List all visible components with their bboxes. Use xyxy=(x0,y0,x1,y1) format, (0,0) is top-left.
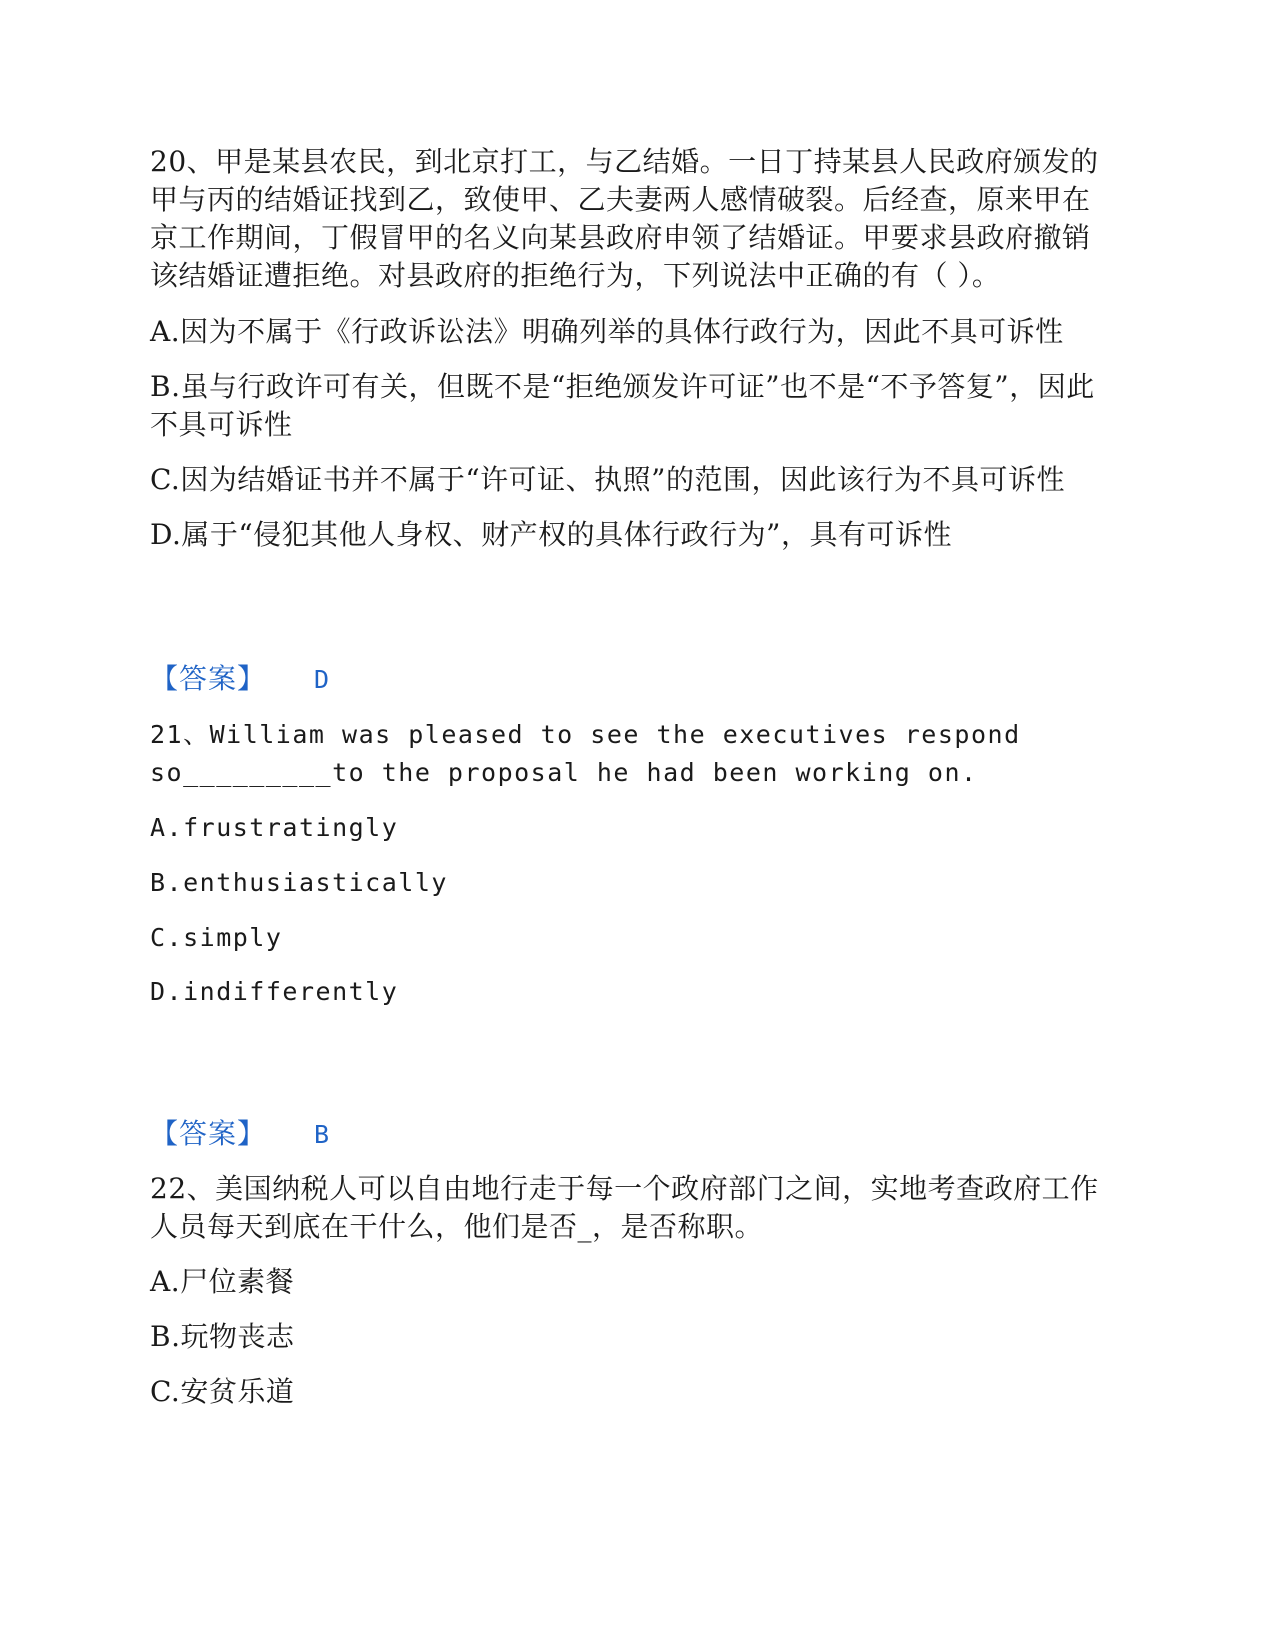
q21-option-a: A.frustratingly xyxy=(150,813,399,842)
q20-option-d: D.属于“侵犯其他人身权、财产权的具体行政行为”，具有可诉性 xyxy=(150,518,952,551)
q20-option-c: C.因为结婚证书并不属于“许可证、执照”的范围，因此该行为不具可诉性 xyxy=(150,463,1065,496)
q20-answer-value: D xyxy=(314,665,330,694)
q20-stem-line-2: 甲与丙的结婚证找到乙，致使甲、乙夫妻两人感情破裂。后经查，原来甲在 xyxy=(150,183,1091,216)
q22-stem-line-2: 人员每天到底在干什么，他们是否_，是否称职。 xyxy=(150,1210,764,1243)
q20-option-b-line-2: 不具可诉性 xyxy=(150,408,293,441)
q20-stem-line-4: 该结婚证遭拒绝。对县政府的拒绝行为，下列说法中正确的有（ ）。 xyxy=(150,259,1001,292)
q22-option-a: A.尸位素餐 xyxy=(150,1265,295,1298)
q21-answer xyxy=(150,1114,329,1155)
q22-option-b: B.玩物丧志 xyxy=(150,1320,295,1353)
q22-stem-line-1: 22、美国纳税人可以自由地行走于每一个政府部门之间，实地考查政府工作 xyxy=(150,1172,1099,1205)
q20-answer xyxy=(150,659,329,700)
q21-answer-value: B xyxy=(314,1120,330,1149)
q20-stem-line-3: 京工作期间，丁假冒甲的名义向某县政府申领了结婚证。甲要求县政府撤销 xyxy=(150,221,1091,254)
q21-option-c: C.simply xyxy=(150,923,283,952)
q20-stem-line-1: 20、甲是某县农民，到北京打工，与乙结婚。一日丁持某县人民政府颁发的 xyxy=(150,145,1099,178)
q20-option-a: A.因为不属于《行政诉讼法》明确列举的具体行政行为，因此不具可诉性 xyxy=(150,315,1064,348)
q21-option-d: D.indifferently xyxy=(150,977,399,1006)
q21-option-b: B.enthusiastically xyxy=(150,868,448,897)
q20-answer-tag: 【答案】 xyxy=(150,662,267,695)
q21-answer-tag: 【答案】 xyxy=(150,1117,267,1150)
q21-stem-line-2: so_________to the proposal he had been working on. xyxy=(150,758,978,787)
q20-option-b-line-1: B.虽与行政许可有关，但既不是“拒绝颁发许可证”也不是“不予答复”，因此 xyxy=(150,370,1095,403)
q21-stem-line-1: 21、William was pleased to see the executives respond xyxy=(150,720,1021,749)
q22-option-c: C.安贫乐道 xyxy=(150,1375,295,1408)
